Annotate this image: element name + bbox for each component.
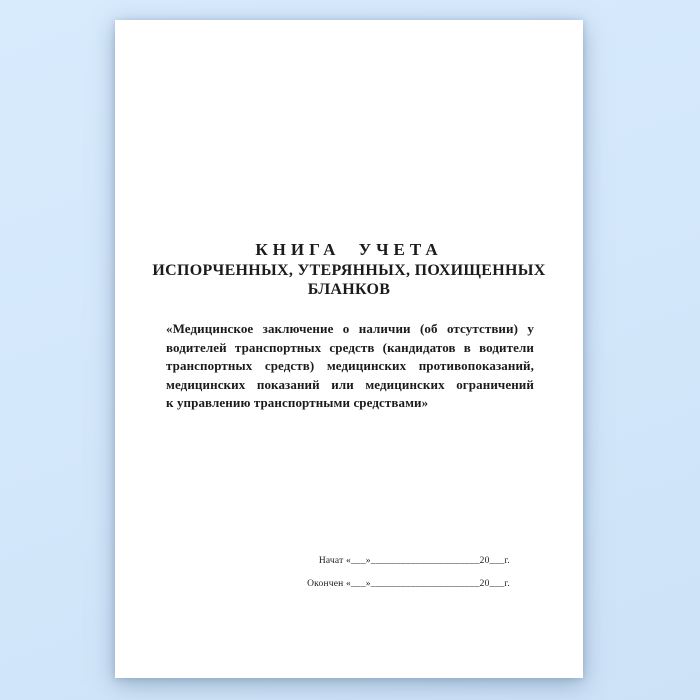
title-line-2: ИСПОРЧЕННЫХ, УТЕРЯННЫХ, ПОХИЩЕННЫХ [152, 262, 546, 279]
subtitle-paragraph [166, 320, 534, 413]
title-block [115, 239, 583, 299]
subtitle-line: «Медицинское заключение о наличии (об отсутствии) у [166, 321, 534, 336]
started-field-row: Начат «___»______________________20___г. [318, 556, 510, 566]
subtitle-line: водителей транспортных средств (кандидатов в водители [166, 339, 534, 355]
book-cover-page [115, 20, 583, 678]
finished-field-row: Окончен «___»______________________20___г. [307, 579, 510, 589]
title-line-1: КНИГА УЧЕТА [255, 240, 443, 259]
subtitle-line: к управлению транспортными средствами» [166, 395, 429, 410]
title-line-3: БЛАНКОВ [307, 281, 391, 298]
subtitle-line: медицинских показаний или медицинских ограничений [166, 376, 534, 392]
subtitle-line: транспортных средств) медицинских противопоказаний, [166, 358, 534, 373]
fill-in-fields [115, 556, 510, 589]
